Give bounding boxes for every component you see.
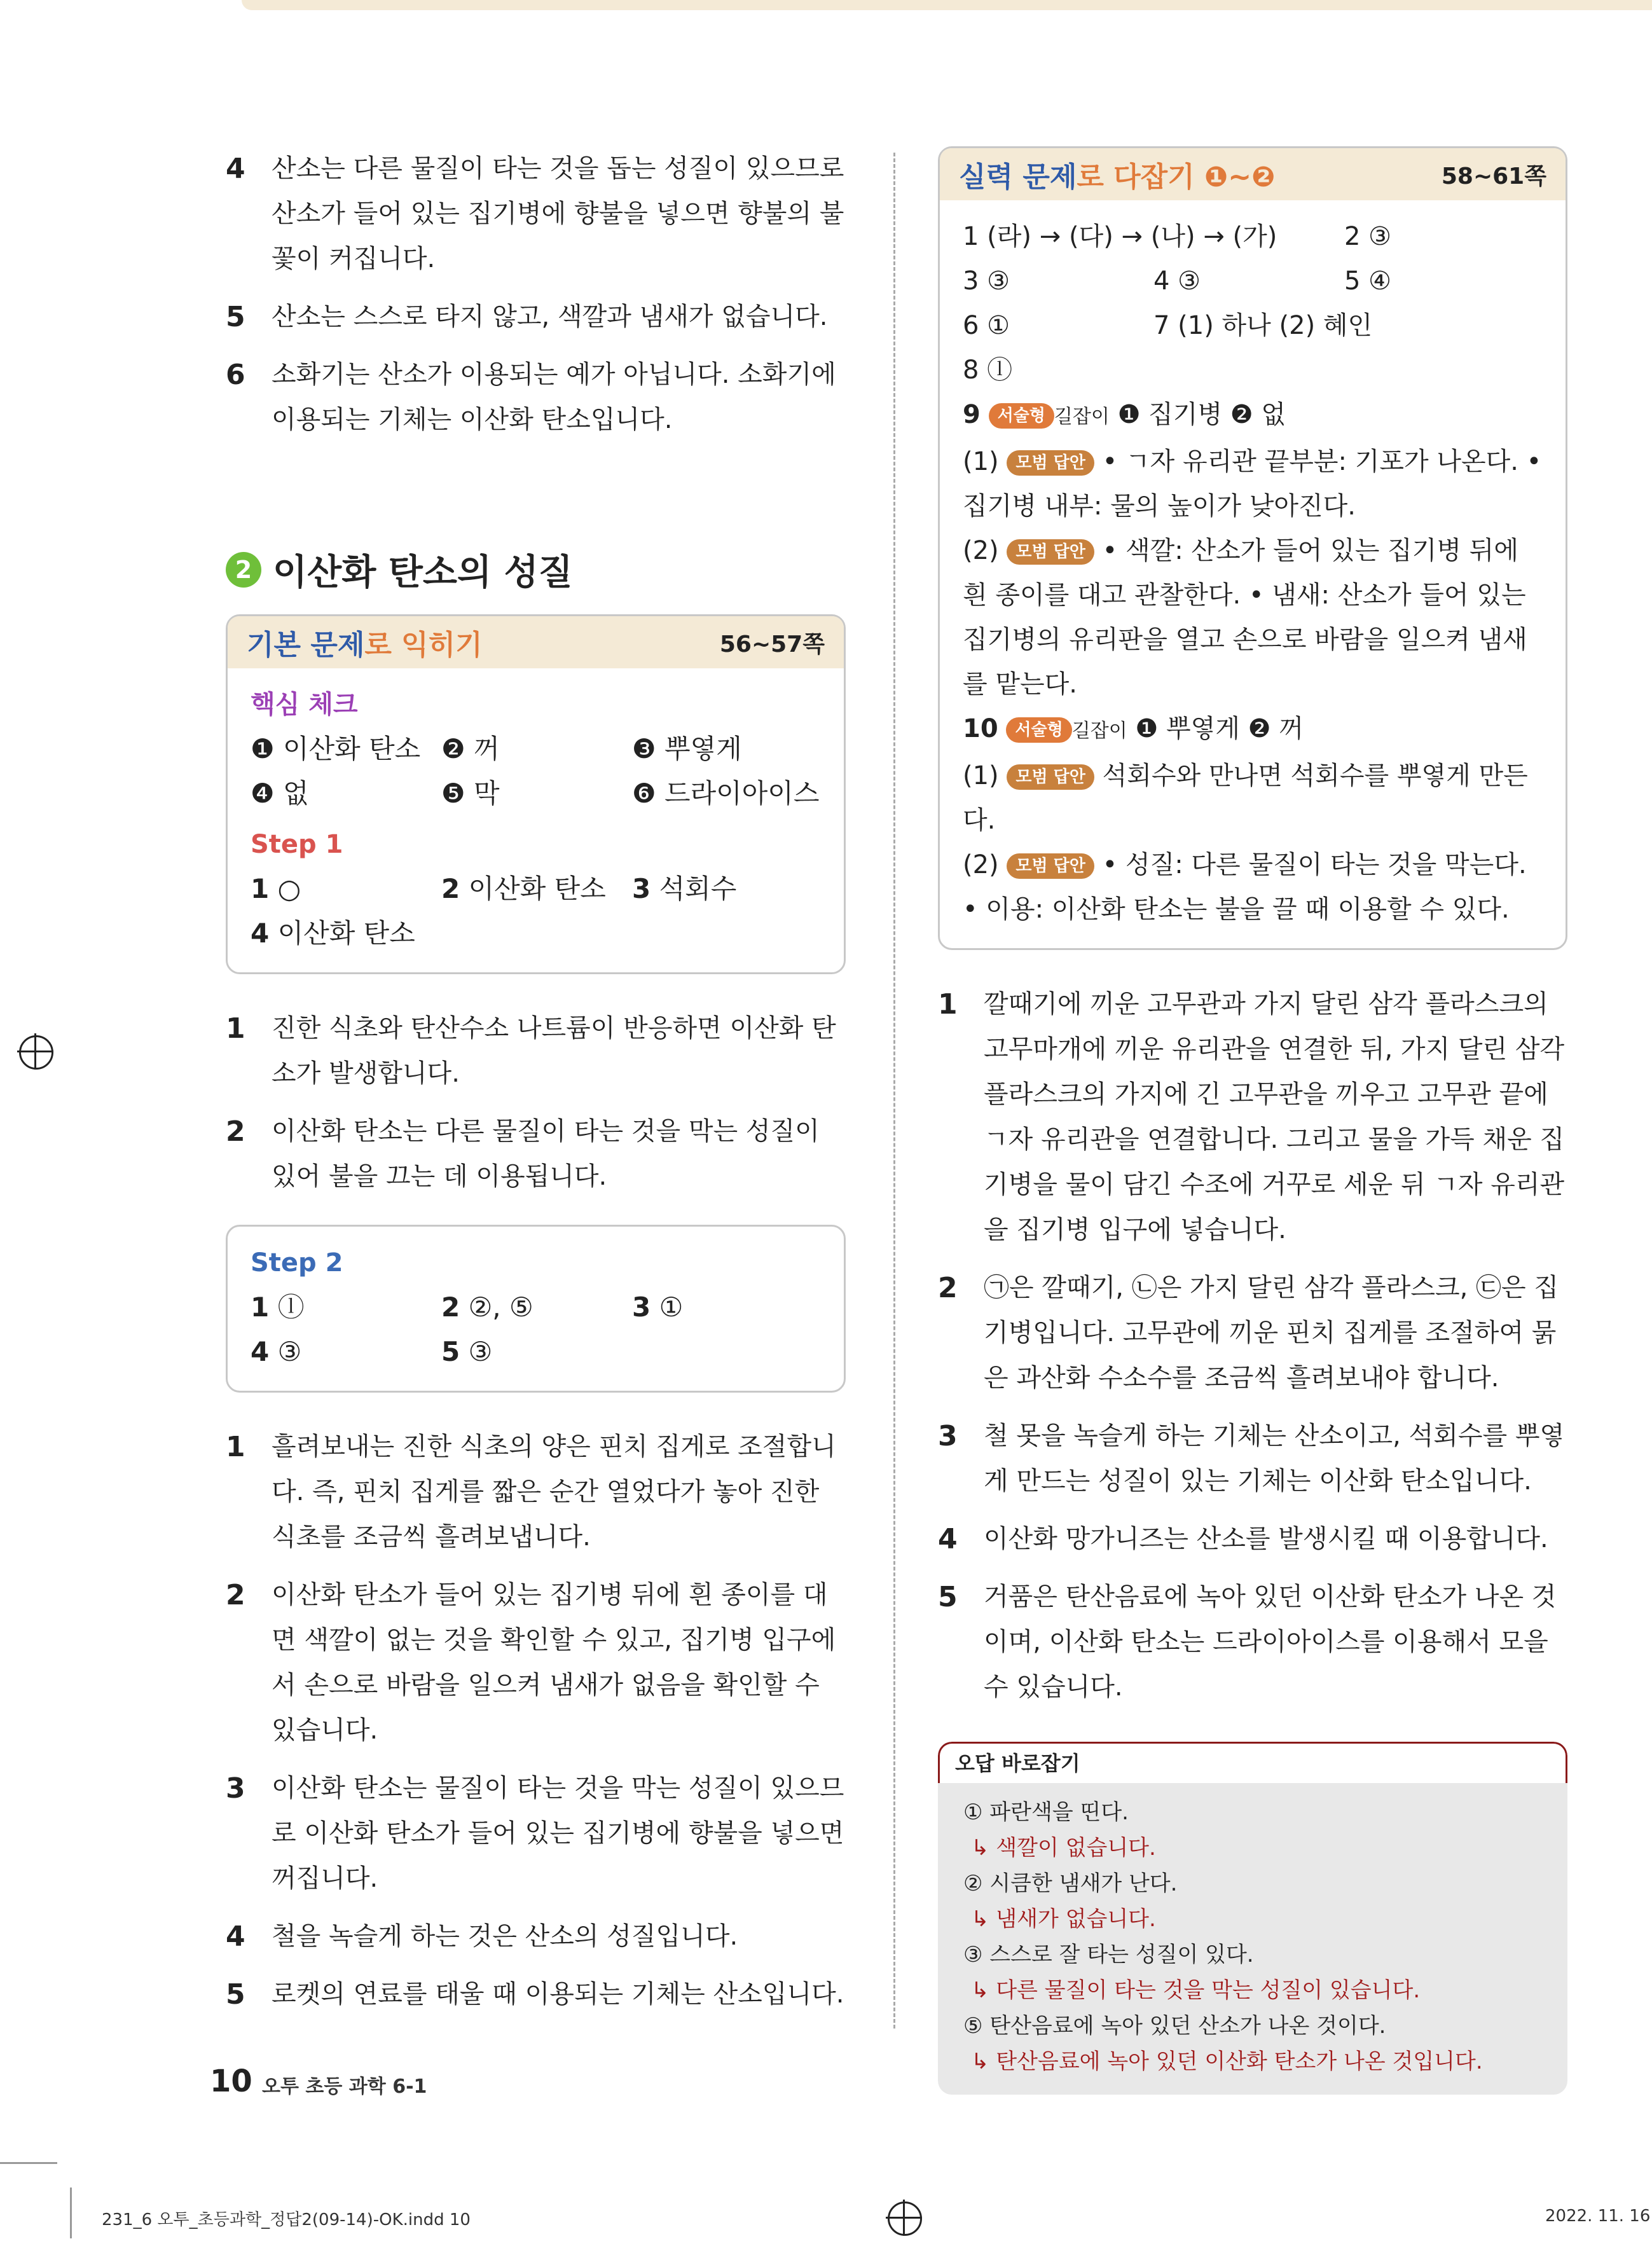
step2-item: 2 ②, ⑤	[441, 1292, 533, 1323]
answer-item: 1 깔때기에 끼운 고무관과 가지 달린 삼각 플라스크의 고무마개에 끼운 유리관을 연결한 뒤, 가지 달린 삼각 플라스크의 가지에 긴 고무관을 끼우고 고무관 끝에 ㄱ자 유리관을 연결합니다. 그리고 물을 가득 채운 집기병을 물이 담긴 수조에 거꾸로 세운 뒤 ㄱ자 유리관을 집기병 입구에 넣습니다.	[938, 988, 1565, 1244]
q10-part2: (2) 모범 답안 • 성질: 다른 물질이 타는 것을 막는다. • 이용: 이산화 탄소는 불을 끌 때 이용할 수 있다.	[963, 850, 1527, 924]
q10-part1: (1) 모범 답안 석회수와 만나면 석회수를 뿌옇게 만든다.	[963, 761, 1528, 835]
book-title: 오투 초등 과학 6-1	[262, 2076, 427, 2098]
wrong-item: ② 시큼한 냄새가 난다.	[963, 1871, 1178, 1896]
step2-item: 4 ③	[251, 1336, 302, 1367]
answer-item: 2 이산화 탄소가 들어 있는 집기병 뒤에 흰 종이를 대면 색깔이 없는 것을 확인할 수 있고, 집기병 입구에서 손으로 바람을 일으켜 냄새가 없음을 확인할 수 있습니다.	[226, 1579, 836, 1745]
step2-box	[226, 1225, 846, 1393]
section-number-badge: 2	[226, 552, 261, 588]
answer-number: 5	[226, 301, 245, 333]
answer-item: 4 이산화 망가니즈는 산소를 발생시킬 때 이용합니다.	[938, 1523, 1548, 1555]
essay-badge: 서술형	[1006, 717, 1071, 743]
core-check-label: 핵심 체크	[251, 690, 358, 719]
skill-problem-box	[938, 146, 1567, 950]
page-range: 58~61쪽	[1441, 163, 1546, 189]
wrong-item: ⑤ 탄산음료에 녹아 있던 산소가 나온 것이다.	[963, 2013, 1386, 2039]
step2-grid	[251, 1285, 821, 1374]
answer-item: 1 흘려보내는 진한 식초의 양은 핀치 집게로 조절합니다. 즉, 핀치 집게를 짧은 순간 열었다가 놓아 진한 식초를 조금씩 흘려보냅니다.	[226, 1431, 836, 1552]
model-answer-badge: 모범 답안	[1007, 853, 1094, 879]
answer-item: 2 이산화 탄소는 다른 물질이 타는 것을 막는 성질이 있어 불을 끄는 데 이용됩니다.	[226, 1115, 820, 1191]
skill-row: 3 ③ 4 ③ 5 ④	[963, 266, 1392, 296]
q9-head: 9 서술형 길잡이 ❶ 집기병 ❷ 없	[963, 400, 1286, 429]
print-date: 2022. 11. 16	[1545, 2207, 1651, 2226]
wrong-answer-box	[938, 1742, 1567, 2095]
basic-box-header	[228, 616, 844, 668]
file-name: 231_6 오투_초등과학_정답2(09-14)-OK.indd 10	[102, 2210, 471, 2229]
box-title-suffix: 로 익히기	[364, 629, 483, 661]
wrong-answer-title: 오답 바로잡기	[938, 1742, 1567, 1783]
answer-item: 5 거품은 탄산음료에 녹아 있던 이산화 탄소가 나온 것이며, 이산화 탄소는 드라이아이스를 이용해서 모을 수 있습니다.	[938, 1581, 1557, 1702]
page-number: 10	[210, 2064, 252, 2099]
answer-item: 2 ㉠은 깔때기, ㉡은 가지 달린 삼각 플라스크, ㉢은 집기병입니다. 고무관에 끼운 핀치 집게를 조절하여 묽은 과산화 수소수를 조금씩 흘려보내야 합니다.	[938, 1272, 1559, 1393]
skill-row: 6 ① 7 (1) 하나 (2) 혜인	[963, 311, 1373, 340]
right-column	[938, 146, 1567, 2095]
answer-item: 3 이산화 탄소는 물질이 타는 것을 막는 성질이 있으므로 이산화 탄소가 들어 있는 집기병에 향불을 넣으면 꺼집니다.	[226, 1772, 844, 1893]
answer-text: 산소는 스스로 타지 않고, 색깔과 냄새가 없습니다.	[272, 302, 828, 331]
step2-label: Step 2	[251, 1248, 343, 1278]
answer-item	[226, 294, 846, 340]
wrong-fix: ↳ 색깔이 없습니다.	[971, 1835, 1156, 1861]
model-answer-badge: 모범 답안	[1007, 450, 1094, 476]
core-item: ❹ 없	[251, 778, 309, 809]
step2-item: 1 ⓛ	[251, 1292, 305, 1323]
model-answer-badge: 모범 답안	[1007, 764, 1094, 790]
q10-head: 10 서술형 길잡이 ❶ 뿌옇게 ❷ 꺼	[963, 714, 1304, 743]
q9-part2: (2) 모범 답안 • 색깔: 산소가 들어 있는 집기병 뒤에 흰 종이를 대고 관찰한다. • 냄새: 산소가 들어 있는 집기병의 유리판을 열고 손으로 바람을 일으켜 냄새를 맡는다.	[963, 536, 1527, 699]
answer-text: 소화기는 산소가 이용되는 예가 아닙니다. 소화기에 이용되는 기체는 이산화 탄소입니다.	[272, 360, 836, 434]
essay-badge: 서술형	[989, 403, 1054, 429]
answer-item: 4 철을 녹슬게 하는 것은 산소의 성질입니다.	[226, 1920, 738, 1953]
column-divider	[893, 153, 895, 2029]
step1-item: 2 이산화 탄소	[441, 873, 606, 904]
wrong-item: ③ 스스로 잘 타는 성질이 있다.	[963, 1942, 1254, 1967]
step1-item: 4 이산화 탄소	[251, 918, 415, 949]
answer-item: 3 철 못을 녹슬게 하는 기체는 산소이고, 석회수를 뿌옇게 만드는 성질이 있는 기체는 이산화 탄소입니다.	[938, 1420, 1565, 1496]
wrong-fix: ↳ 냄새가 없습니다.	[971, 1906, 1156, 1932]
core-item: ❶ 이산화 탄소	[251, 733, 421, 764]
wrong-item: ① 파란색을 띤다.	[963, 1800, 1129, 1825]
core-item: ❷ 꺼	[441, 733, 500, 764]
page-range: 56~57쪽	[719, 631, 825, 658]
step1-label: Step 1	[251, 830, 343, 859]
answer-number: 4	[226, 153, 245, 185]
left-column	[226, 146, 846, 2030]
step1-grid	[251, 867, 821, 956]
basic-problem-box	[226, 614, 846, 974]
box-title-suffix: 로 다잡기 ❶~❷	[1077, 161, 1276, 193]
wrong-fix: ↳ 다른 물질이 타는 것을 막는 성질이 있습니다.	[971, 1978, 1421, 2003]
skill-box-header	[940, 148, 1566, 200]
core-item: ❺ 막	[441, 778, 500, 809]
box-title: 실력 문제	[959, 161, 1077, 193]
registration-mark-icon	[888, 2201, 922, 2236]
answer-item	[226, 146, 846, 282]
box-title: 기본 문제	[247, 629, 365, 661]
wrong-fix: ↳ 탄산음료에 녹아 있던 이산화 탄소가 나온 것입니다.	[971, 2049, 1483, 2074]
step2-item: 5 ③	[441, 1336, 493, 1367]
skill-row: 8 ⓛ	[963, 355, 1013, 385]
step2-item: 3 ①	[632, 1292, 684, 1323]
crop-mark	[70, 2188, 72, 2238]
model-answer-badge: 모범 답안	[1007, 539, 1094, 565]
step1-item: 3 석회수	[632, 873, 737, 904]
core-item: ❻ 드라이아이스	[632, 778, 820, 809]
step1-item: 1 ○	[251, 873, 301, 904]
top-decor-bar	[242, 0, 1652, 10]
crop-mark	[0, 2162, 57, 2164]
section-title	[226, 544, 846, 595]
answer-number: 6	[226, 359, 245, 391]
core-check-grid	[251, 727, 821, 816]
answer-text: 산소는 다른 물질이 타는 것을 돕는 성질이 있으므로 산소가 들어 있는 집기병에 향불을 넣으면 향불의 불꽃이 커집니다.	[272, 154, 844, 273]
answer-item: 1 진한 식초와 탄산수소 나트륨이 반응하면 이산화 탄소가 발생합니다.	[226, 1012, 836, 1088]
skill-row: 1 (라) → (다) → (나) → (가) 2 ③	[963, 222, 1392, 251]
section-title-text: 이산화 탄소의 성질	[273, 552, 573, 593]
q9-part1: (1) 모범 답안 • ㄱ자 유리관 끝부분: 기포가 나온다. • 집기병 내부: 물의 높이가 낮아진다.	[963, 447, 1542, 521]
registration-mark-icon	[19, 1035, 53, 1070]
answer-item: 5 로켓의 연료를 태울 때 이용되는 기체는 산소입니다.	[226, 1978, 844, 2011]
core-item: ❸ 뿌옇게	[632, 733, 742, 764]
answer-item	[226, 352, 846, 443]
